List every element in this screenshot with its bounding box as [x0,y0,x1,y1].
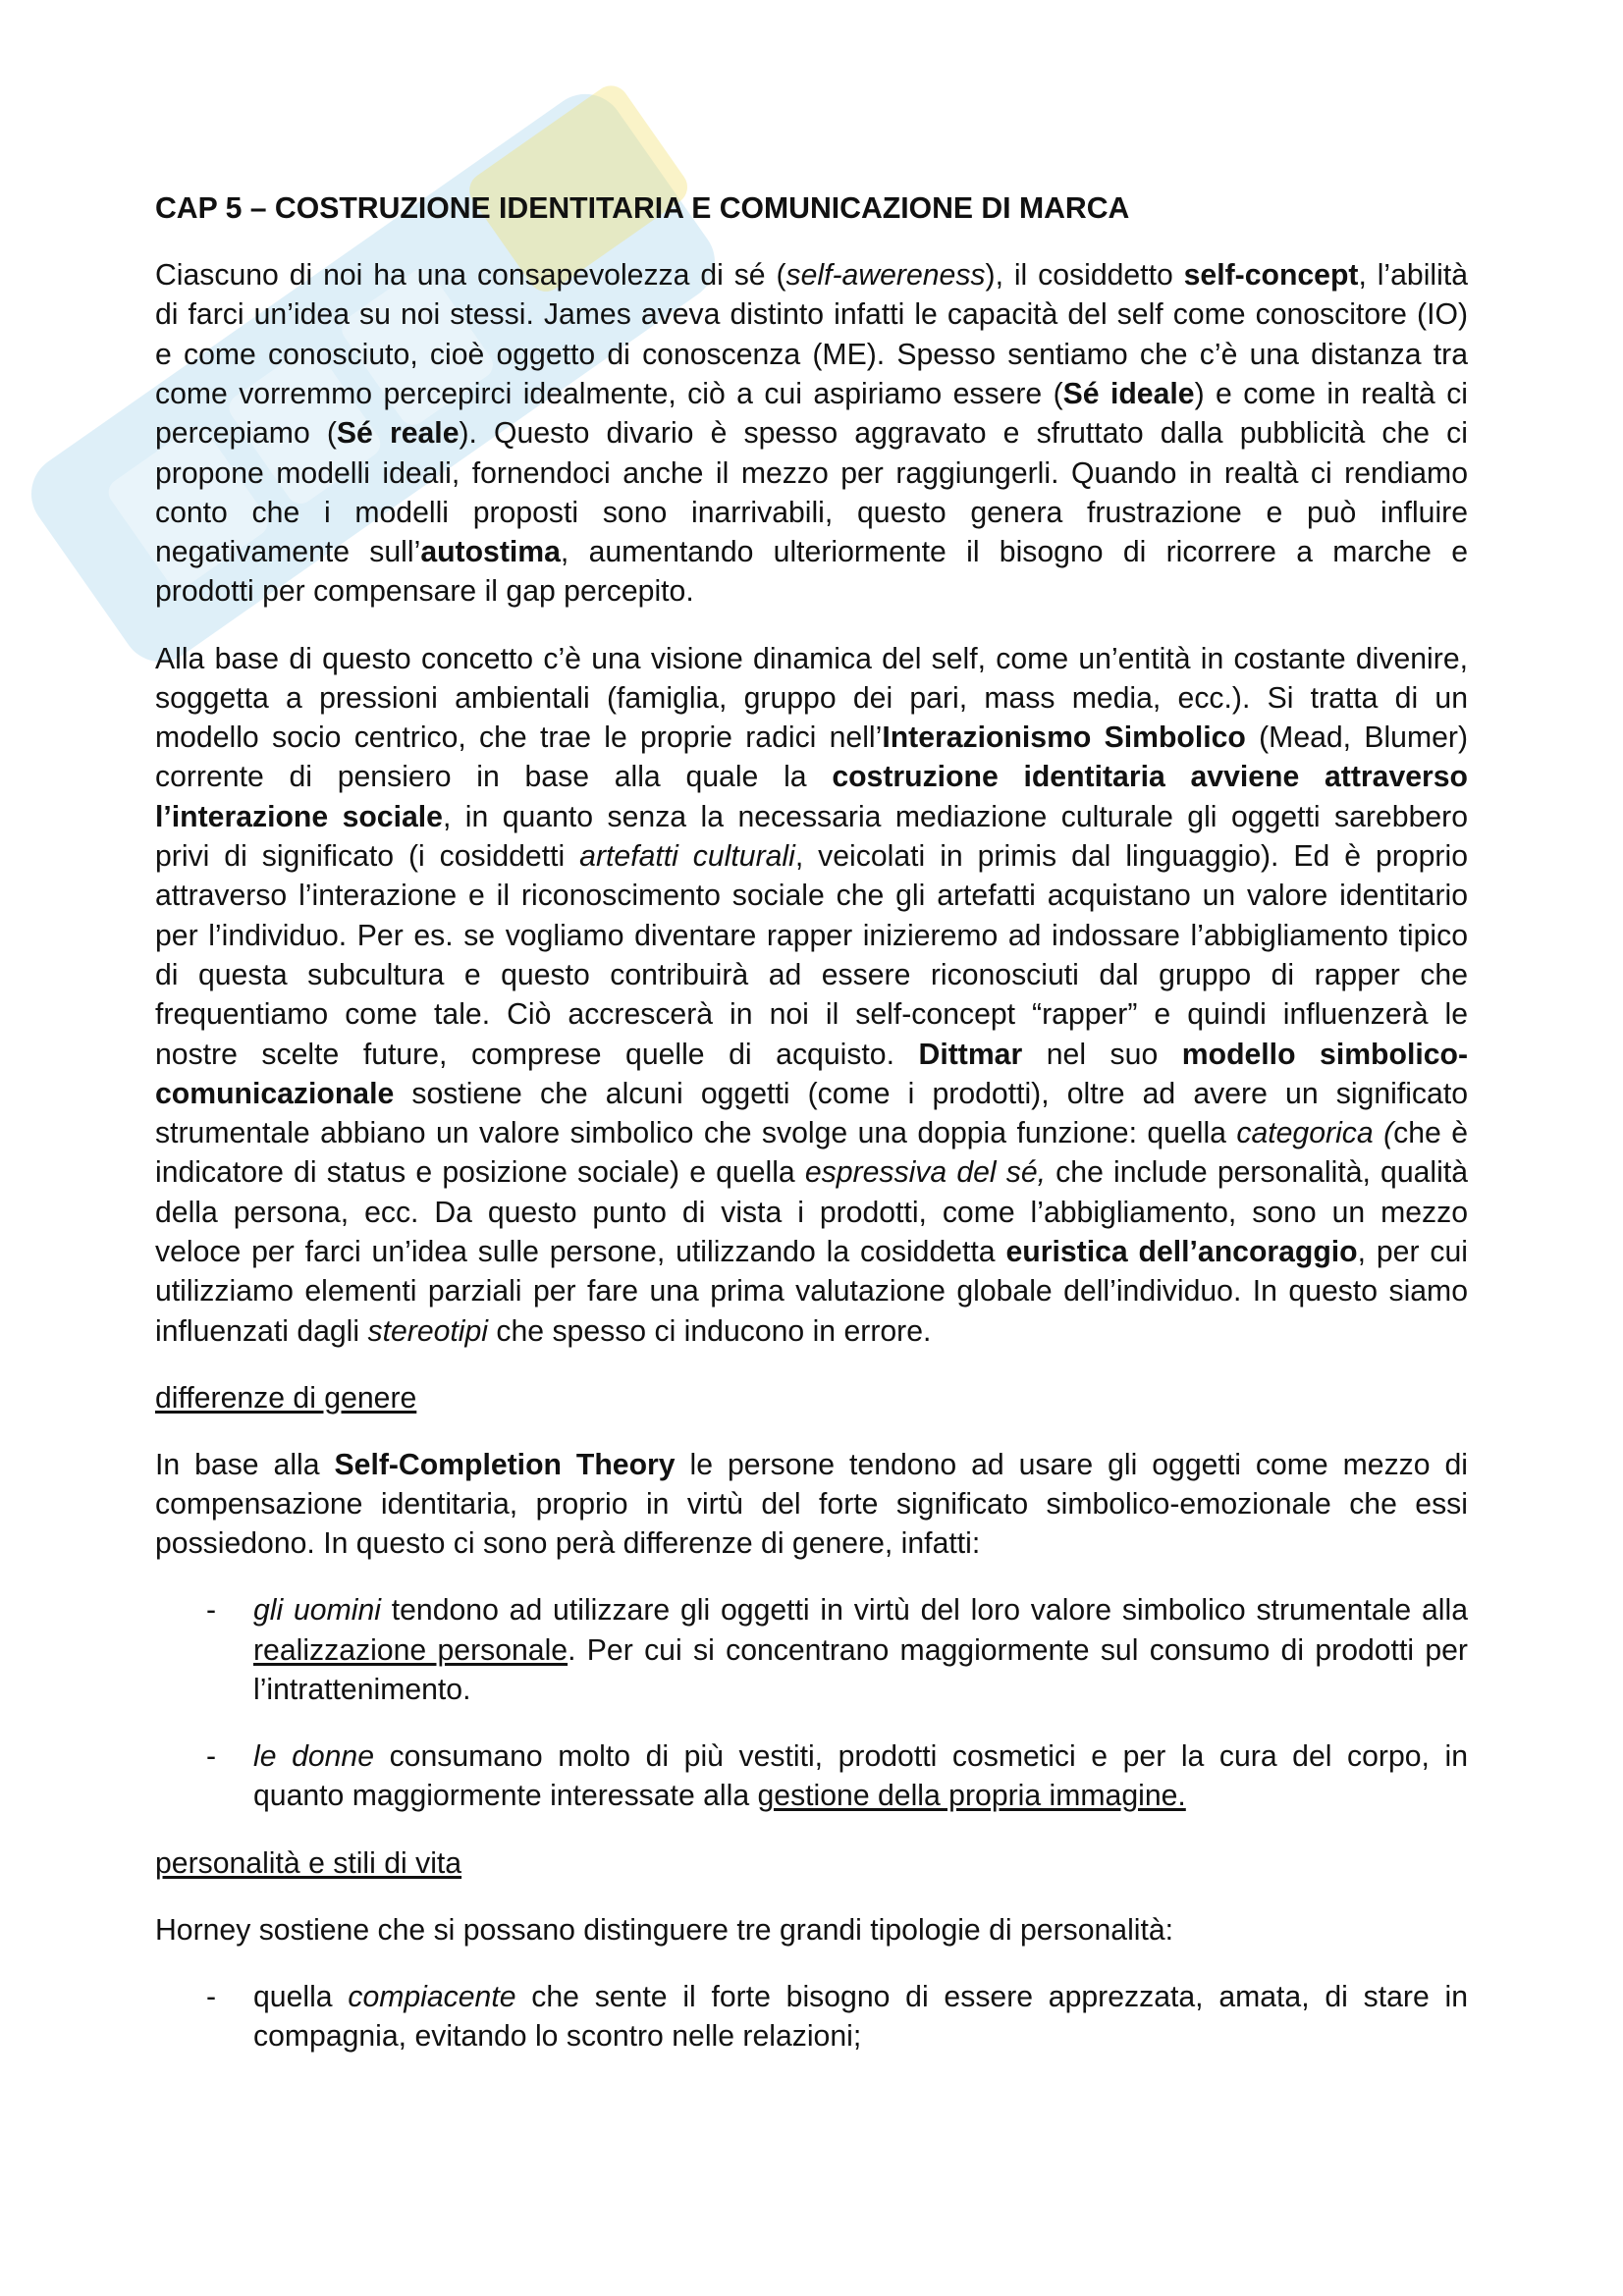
text-line [155,572,1468,612]
text-line [155,336,1468,375]
text-line [155,256,1468,295]
text-line [155,533,1468,572]
text-line [155,877,1468,916]
document-body [155,189,1468,2056]
italic-text: artefatti culturali [579,840,795,874]
text-line [253,1978,1468,2017]
text-run: ) e come in realtà ci [1194,377,1469,410]
text-run: ), il cosiddetto [985,259,1184,293]
text-run: frequentiamo come tale. Ciò accrescerà in noi il self-concept “rapper” e quindi influenzerà le [155,998,1468,1032]
list-item [155,1737,1468,1817]
text-line [155,1485,1468,1524]
bold-text: Sé ideale [1062,377,1195,410]
text-run: , veicolati in primis dal linguaggio). Ed è proprio [794,840,1468,874]
text-line [155,454,1468,494]
text-line [155,414,1468,454]
text-run: che è [1393,1117,1468,1150]
text-run: l’intrattenimento. [253,1674,471,1707]
personality-section-paragraph: Horney sostiene che si possano distinguere tre grandi tipologie di personalità: [155,1913,1174,1947]
text-line [253,1631,1468,1671]
text-run: possiedono. In questo ci sono perà differenze di genere, infatti: [155,1527,981,1561]
text-run: , aumentando ulteriormente il bisogno di ricorrere a marche e [560,536,1469,569]
bullet-dash: - [206,1594,217,1628]
text-line [155,1036,1468,1075]
text-line [155,995,1468,1035]
italic-text: categorica ( [1236,1117,1394,1150]
list-item [155,1978,1468,2057]
text-run: privi di significato (i cosiddetti [155,840,580,874]
text-run: della persona, ecc. Da questo punto di vista i prodotti, come l’abbigliamento, sono un mezzo [155,1196,1468,1229]
text-run: quella [253,1980,349,2013]
text-run: Alla base di questo concetto c’è una visione dinamica del self, come un’entità in costante divenire, [155,642,1468,675]
text-run: compensazione identitaria, proprio in virtù del forte significato simbolico-emozionale che essi [155,1488,1468,1522]
text-run: percepiamo ( [155,417,337,451]
text-line [155,1272,1468,1311]
italic-text: le donne [253,1740,375,1774]
text-line [253,2017,1468,2056]
text-run: di questa subcultura e questo contribuirà ad essere riconosciuti dal gruppo di rapper che [155,958,1468,991]
text-run: per l’individuo. Per es. se vogliamo diventare rapper inizieremo ad indossare l’abbigliamento tipico [155,919,1468,952]
text-run: le persone tendono ad usare gli oggetti come mezzo di [675,1448,1469,1481]
bold-text: l’interazione sociale [155,800,443,833]
text-run: , per cui [1357,1236,1468,1269]
list-item [155,1591,1468,1710]
bold-text: modello simbolico- [1181,1038,1468,1071]
intro-paragraph-symbolic-interactionism [155,640,1468,1352]
bold-text: self-concept [1183,259,1359,293]
text-line [155,494,1468,533]
text-line [155,1114,1468,1153]
bold-text: Sé reale [336,417,460,451]
section-heading-gender-differences: differenze di genere [155,1381,417,1415]
section-heading-personality: personalità e stili di vita [155,1846,462,1880]
text-line [253,1671,1468,1710]
text-run: propone modelli ideali, fornendoci anche il mezzo per raggiungerli. Quando in realtà ci rendiamo [155,456,1468,490]
text-run: influenzati dagli [155,1314,368,1348]
text-run: come vorremmo percepirci idealmente, ciò a cui aspiriamo essere ( [155,377,1063,410]
text-line [253,1591,1468,1630]
text-run: In base alla [155,1448,335,1481]
text-run: quanto maggiormente interessate alla [253,1780,758,1813]
underlined-text: realizzazione personale [253,1633,568,1667]
text-line [155,375,1468,414]
text-run: strumentale abbiano un valore simbolico che svolge una doppia funzione: quella [155,1117,1237,1150]
underlined-text: gestione della propria immagine. [757,1780,1186,1813]
text-run: prodotti per compensare il gap percepito. [155,575,694,609]
text-line [155,917,1468,956]
text-run: nel suo [1022,1038,1182,1071]
text-run: utilizziamo elementi parziali per fare una prima valutazione globale dell’individuo. In questo siamo [155,1275,1468,1308]
chapter-title: CAP 5 – COSTRUZIONE IDENTITARIA E COMUNICAZIONE DI MARCA [155,192,1130,225]
text-line [155,1194,1468,1233]
text-run: corrente di pensiero in base alla quale la [155,761,833,794]
text-line [155,956,1468,995]
bullet-dash: - [206,1740,217,1774]
text-line [155,295,1468,335]
text-line [155,719,1468,758]
text-line [155,1153,1468,1193]
text-run: Ciascuno di noi ha una consapevolezza di sé ( [155,259,786,293]
text-line [155,640,1468,679]
text-run: compagnia, evitando lo scontro nelle relazioni; [253,2020,862,2054]
text-run: consumano molto di più vestiti, prodotti cosmetici e per la cura del corpo, in [374,1740,1469,1774]
bold-text: autostima [420,536,561,569]
text-run: veloce per farci un’idea sulle persone, utilizzando la cosiddetta [155,1236,1006,1269]
text-line [253,1777,1468,1816]
bold-text: Self-Completion Theory [334,1448,676,1481]
text-run: attraverso l’interazione e il riconoscimento sociale che gli artefatti acquistano un valore identitario [155,880,1468,913]
text-run: che include personalità, qualità [1046,1156,1469,1190]
text-line [155,1524,1468,1564]
bold-text: Dittmar [918,1038,1023,1071]
bold-text: euristica dell’ancoraggio [1005,1236,1358,1269]
bold-text: costruzione identitaria avviene attraverso [832,761,1468,794]
text-run: di farci un’idea su noi stessi. James aveva distinto infatti le capacità del self come conoscitore (IO) [155,298,1468,332]
text-run: . Per cui si concentrano maggiormente sul consumo di prodotti per [568,1633,1468,1667]
italic-text: self-awereness [785,259,986,293]
list-item-text [253,1737,1468,1817]
text-run: negativamente sull’ [155,536,421,569]
text-line [155,1233,1468,1272]
text-line [253,1737,1468,1777]
text-run: conto che i modelli proposti sono inarrivabili, questo genera frustrazione e può influire [155,496,1468,529]
italic-text: gli uomini [253,1594,381,1628]
intro-paragraph-self-concept [155,256,1468,613]
italic-text: espressiva del sé, [804,1156,1047,1190]
text-run: e come conosciuto, cioè oggetto di conoscenza (ME). Spesso sentiamo che c’è una distanza tra [155,338,1468,371]
text-line [155,1075,1468,1114]
text-run: , l’abilità [1358,259,1469,293]
text-run: modello socio centrico, che trae le proprie radici nell’ [155,721,883,755]
text-run: nostre scelte future, comprese quelle di acquisto. [155,1038,919,1071]
bullet-dash: - [206,1980,217,2013]
text-line [155,679,1468,719]
list-item-text [253,1591,1468,1710]
gender-section-paragraph [155,1446,1468,1565]
text-run: soggetta a pressioni ambientali (famiglia, gruppo dei pari, mass media, ecc.). Si tratta di un [155,681,1468,715]
text-run: , in quanto senza la necessaria mediazione culturale gli oggetti sarebbero [442,800,1468,833]
list-item-text [253,1978,1468,2057]
text-run: tendono ad utilizzare gli oggetti in virtù del loro valore simbolico strumentale alla [380,1594,1468,1628]
text-run: indicatore di status e posizione sociale) e quella [155,1156,805,1190]
bold-text: comunicazionale [155,1077,395,1110]
text-run: che sente il forte bisogno di essere apprezzata, amata, di stare in [515,1980,1468,2013]
text-line [155,1312,1468,1352]
text-run: ). Questo divario è spesso aggravato e sfruttato dalla pubblicità che ci [459,417,1468,451]
text-line [155,1446,1468,1485]
text-line [155,758,1468,797]
text-run: (Mead, Blumer) [1245,721,1468,755]
text-line [155,837,1468,877]
text-run: sostiene che alcuni oggetti (come i prodotti), oltre ad avere un significato [394,1077,1468,1110]
text-line [155,798,1468,837]
italic-text: compiacente [348,1980,516,2013]
bold-text: Interazionismo Simbolico [882,721,1246,755]
text-run: che spesso ci inducono in errore. [488,1314,932,1348]
italic-text: stereotipi [367,1314,488,1348]
